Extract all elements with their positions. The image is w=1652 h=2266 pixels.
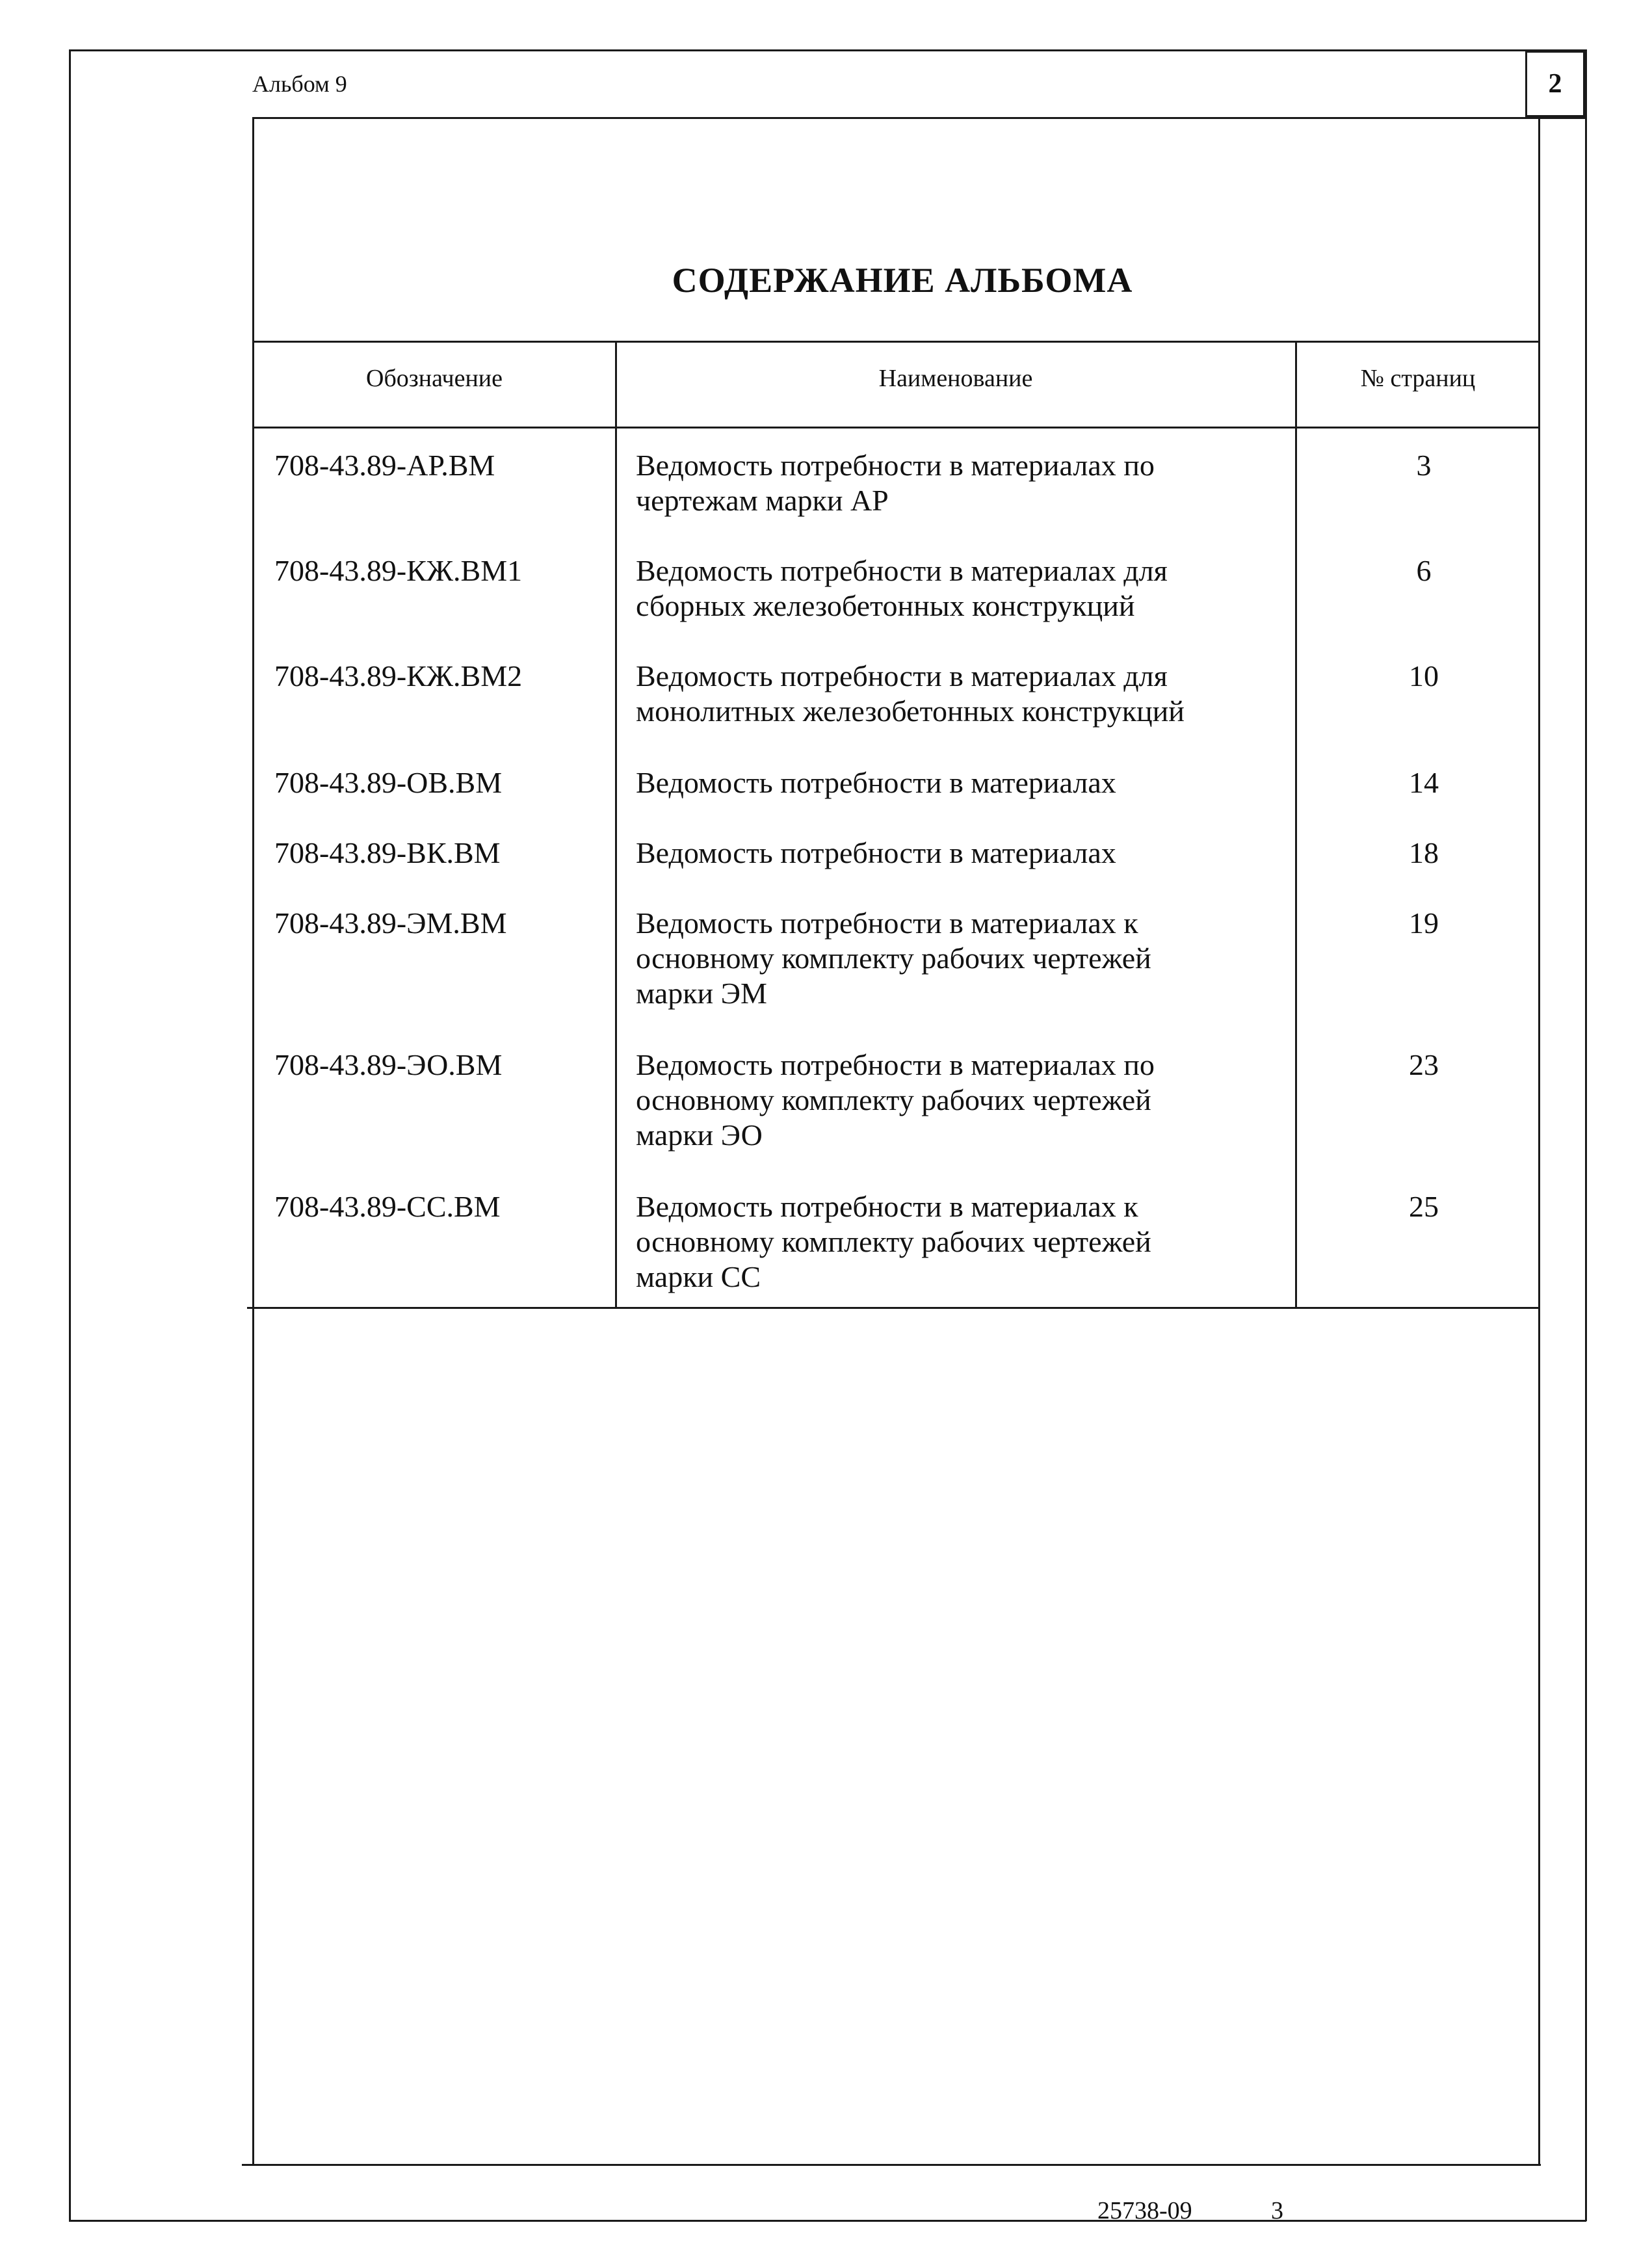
outer-frame-left <box>69 49 71 2221</box>
row-name-line: сборных железобетонных конструкций <box>636 589 1135 622</box>
row-name-line: Ведомость потребности в материалах по <box>636 449 1155 482</box>
row-code: 708-43.89-ВК.ВМ <box>274 836 501 869</box>
row-code: 708-43.89-ЭМ.ВМ <box>274 906 507 940</box>
column-header-pages: № страниц <box>1360 365 1476 392</box>
row-name-line: Ведомость потребности в материалах к <box>636 1190 1138 1223</box>
row-page: 19 <box>1409 906 1439 940</box>
row-code: 708-43.89-АР.ВМ <box>274 449 495 482</box>
title-rule <box>252 341 1540 343</box>
row-name-line: Ведомость потребности в материалах по <box>636 1048 1155 1081</box>
col-divider-1 <box>615 341 617 1308</box>
row-name-line: Ведомость потребности в материалах <box>636 836 1116 869</box>
outer-frame-bottom <box>69 2220 1586 2222</box>
row-name-line: марки ЭМ <box>636 977 767 1010</box>
row-code: 708-43.89-ЭО.ВМ <box>274 1048 503 1081</box>
row-name-line: марки ЭО <box>636 1118 763 1152</box>
row-name-line: основному комплекту рабочих чертежей <box>636 1225 1151 1258</box>
row-name-line: монолитных железобетонных конструкций <box>636 694 1185 728</box>
row-code: 708-43.89-КЖ.ВМ1 <box>274 554 523 587</box>
row-name-line: марки СС <box>636 1260 761 1293</box>
header-rule <box>252 427 1540 428</box>
outer-frame-top <box>69 49 1586 51</box>
column-header-name: Наименование <box>878 365 1033 392</box>
album-label: Альбом 9 <box>252 71 347 97</box>
page-title: СОДЕРЖАНИЕ АЛЬБОМА <box>672 261 1133 300</box>
footer-sheet-number: 3 <box>1271 2197 1283 2224</box>
column-header-code: Обозначение <box>366 365 503 392</box>
row-page: 6 <box>1416 554 1432 587</box>
row-code: 708-43.89-ОВ.ВМ <box>274 766 503 799</box>
row-name-line: основному комплекту рабочих чертежей <box>636 1083 1151 1116</box>
row-code: 708-43.89-КЖ.ВМ2 <box>274 659 523 692</box>
col-divider-2 <box>1295 341 1297 1308</box>
row-name-line: основному комплекту рабочих чертежей <box>636 942 1151 975</box>
row-name-line: Ведомость потребности в материалах <box>636 766 1116 799</box>
row-page: 23 <box>1409 1048 1439 1081</box>
row-page: 10 <box>1409 659 1439 692</box>
table-bottom-rule <box>247 1307 1540 1309</box>
inner-frame-bottom <box>242 2164 1541 2166</box>
row-name-line: Ведомость потребности в материалах к <box>636 906 1138 940</box>
inner-frame-top <box>252 117 1586 119</box>
row-name-line: Ведомость потребности в материалах для <box>636 554 1168 587</box>
row-code: 708-43.89-СС.ВМ <box>274 1190 501 1223</box>
page-number: 2 <box>1525 51 1585 117</box>
row-page: 14 <box>1409 766 1439 799</box>
inner-frame-left <box>252 117 254 2165</box>
row-page: 3 <box>1416 449 1432 482</box>
row-page: 18 <box>1409 836 1439 869</box>
footer-doc-code: 25738-09 <box>1097 2197 1192 2224</box>
outer-frame-right <box>1585 49 1587 2221</box>
row-page: 25 <box>1409 1190 1439 1223</box>
row-name-line: чертежам марки АР <box>636 484 889 517</box>
row-name-line: Ведомость потребности в материалах для <box>636 659 1168 692</box>
inner-frame-right <box>1538 117 1540 2165</box>
